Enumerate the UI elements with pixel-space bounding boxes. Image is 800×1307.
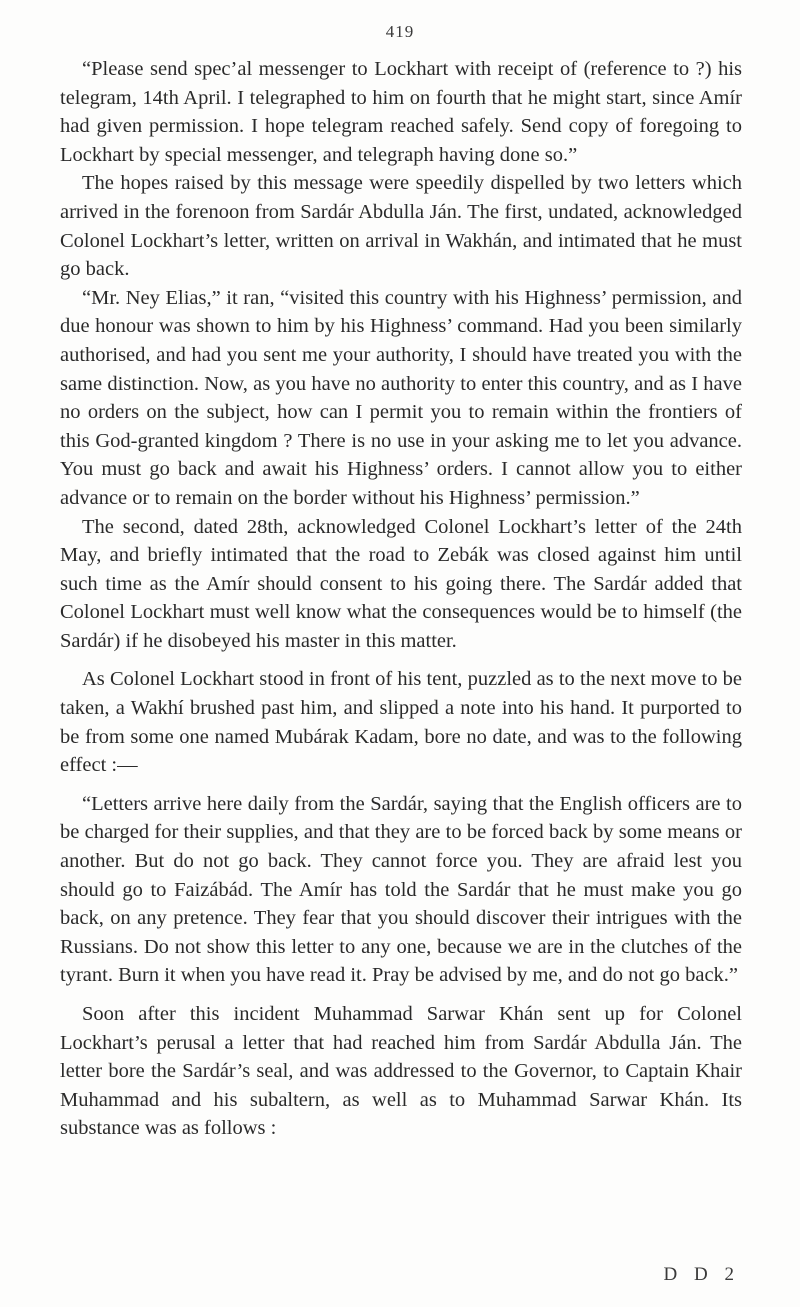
signature-mark: D D 2: [663, 1264, 740, 1285]
page-number: 419: [385, 22, 415, 41]
paragraph-letters-arrival: The hopes raised by this message were speedily dispelled by two letters which arrived in the forenoon from Sardár Abdulla Ján. The first, undated, acknowledged Colonel Lockhart’s letter, written on arrival in Wakhán, and intimated that he must go back.: [60, 172, 742, 281]
paragraph-second-letter: The second, dated 28th, acknowledged Colonel Lockhart’s letter of the 24th May, and briefly intimated that the road to Zebák was closed against him until such time as the Amír should consent to his going there. The Sardár added that Colonel Lockhart must well know what the consequences would be to himself (the Sardár) if he disobeyed his master in this matter.: [60, 515, 742, 652]
body-text: [60, 55, 742, 1143]
paragraph-sardar-letter: Soon after this incident Muhammad Sarwar Khán sent up for Colonel Lockhart’s perusal a letter that had reached him from Sardár Abdulla Ján. The letter bore the Sardár’s seal, and was addressed to the Governor, to Captain Khair Muhammad and his subaltern, as well as to Muhammad Sarwar Khán. Its substance was as follows :: [60, 1003, 742, 1140]
paragraph-first-letter-quote: “Mr. Ney Elias,” it ran, “visited this country with his Highness’ permission, and due honour was shown to him by his Highness’ command. Had you been similarly authorised, and had you sent me your authority, I should have treated you with the same distinction. Now, as you have no authority to enter this country, and as I have no orders on the subject, how can I permit you to remain within the frontiers of this God-granted kingdom ? There is no use in your asking me to let you advance. You must go back and await his Highness’ orders. I cannot allow you to either advance or to remain on the border without his Highness’ permission.”: [60, 286, 742, 509]
paragraph-note-quote: “Letters arrive here daily from the Sardár, saying that the English officers are to be charged for their supplies, and that they are to be forced back by some means or another. But do not go back. They cannot force you. They are afraid lest you should go to Faizábád. The Amír has told the Sardár that he must make you go back, on any pretence. They fear that you should discover their intrigues with the Russians. Do not show this letter to any one, because we are in the clutches of the tyrant. Burn it when you have read it. Pray be advised by me, and do not go back.”: [60, 792, 742, 987]
paragraph-wakhi-note: As Colonel Lockhart stood in front of his tent, puzzled as to the next move to be taken, a Wakhí brushed past him, and slipped a note into his hand. It purported to be from some one named Mubárak Kadam, bore no date, and was to the following effect :—: [60, 668, 742, 777]
paragraph-telegram-quote: “Please send spec’al messenger to Lockhart with receipt of (reference to ?) his telegram, 14th April. I telegraphed to him on fourth that he might start, since Amír had given permission. I hope telegram reached safely. Send copy of foregoing to Lockhart by special messenger, and telegraph having done so.”: [60, 58, 742, 166]
